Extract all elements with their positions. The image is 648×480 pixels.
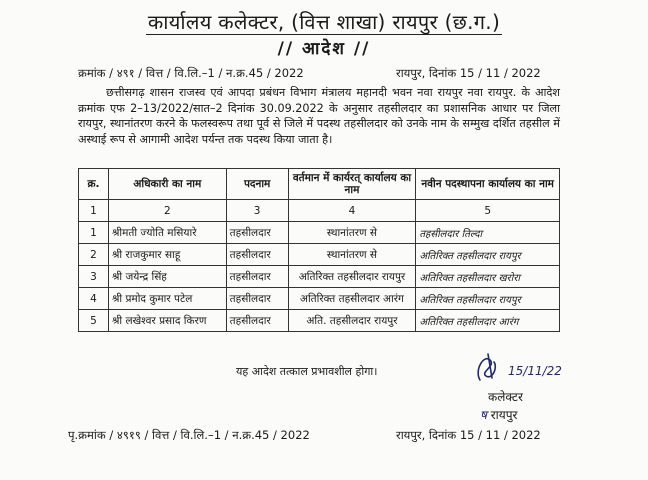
- cell-designation: तहसीलदार: [226, 222, 288, 244]
- cell-serial: 2: [79, 244, 109, 266]
- transfer-table: [78, 168, 560, 332]
- signature-scribble: [470, 350, 510, 384]
- signature-date: 15/11/22: [508, 364, 562, 378]
- signatory-place: ष रायपुर: [480, 408, 518, 422]
- col-number: 2: [108, 200, 226, 222]
- cell-new-posting: अतिरिक्त तहसीलदार रायपुर: [416, 288, 560, 310]
- col-number: 1: [79, 200, 109, 222]
- cell-current-office: अति. तहसीलदार रायपुर: [288, 310, 416, 332]
- table-row: [79, 310, 560, 332]
- cell-current-office: अतिरिक्त तहसीलदार रायपुर: [288, 266, 416, 288]
- cell-designation: तहसीलदार: [226, 288, 288, 310]
- cell-designation: तहसीलदार: [226, 266, 288, 288]
- cell-new-posting: अतिरिक्त तहसीलदार आरंग: [416, 310, 560, 332]
- cell-designation: तहसीलदार: [226, 244, 288, 266]
- endorsement-number: पृ.क्रमांक / ४९१९ / वित्त / वि.लि.–1 / न.क्र.45 / 2022: [68, 428, 310, 442]
- cell-serial: 5: [79, 310, 109, 332]
- table-row: [79, 266, 560, 288]
- cell-designation: तहसीलदार: [226, 310, 288, 332]
- cell-officer-name: श्री राजकुमार साहू: [108, 244, 226, 266]
- endorsement-place-date: रायपुर, दिनांक 15 / 11 / 2022: [396, 428, 541, 442]
- header-designation: पदनाम: [226, 169, 288, 200]
- cell-new-posting: अतिरिक्त तहसीलदार रायपुर: [416, 244, 560, 266]
- table-row: [79, 288, 560, 310]
- order-number: क्रमांक / ४९१ / वित्त / वि.लि.–1 / न.क्र.45 / 2022: [78, 66, 304, 80]
- cell-officer-name: श्री लखेश्वर प्रसाद किरण: [108, 310, 226, 332]
- cell-new-posting: तहसीलदार तिल्दा: [416, 222, 560, 244]
- header-current-office: वर्तमान में कार्यरत् कार्यालय का नाम: [288, 169, 416, 200]
- cell-serial: 4: [79, 288, 109, 310]
- header-officer-name: अधिकारी का नाम: [108, 169, 226, 200]
- order-heading: // आदेश //: [277, 39, 371, 59]
- effect-note: यह आदेश तत्काल प्रभावशील होगा।: [236, 365, 378, 378]
- order-body: छत्तीसगढ़ शासन राजस्व एवं आपदा प्रबंधन विभाग मंत्रालय महानदी भवन नवा रायपुर नवा रायपुर. के आदेश क्रमांक एफ 2–13/2022/सात–2 दिनांक 30.09.2022 के अनुसार तहसीलदार का प्रशासनिक आधार पर जिला रायपुर, स्थानांतरण करने के फलस्वरूप तथा पूर्व से जिले में पदस्थ तहसीलदार को उनके नाम के सम्मुख दर्शित तहसील में अस्थाई रूप से आगामी आदेश पर्यन्त तक पदस्थ किया जाता है।: [78, 86, 560, 146]
- cell-officer-name: श्री जयेन्द्र सिंह: [108, 266, 226, 288]
- signatory-designation: कलेक्टर: [488, 390, 523, 404]
- cell-officer-name: श्रीमती ज्योति मसियारे: [108, 222, 226, 244]
- office-title: कार्यालय कलेक्टर, (वित्त शाखा) रायपुर (छ.ग.): [147, 10, 501, 34]
- table-row: [79, 222, 560, 244]
- cell-serial: 1: [79, 222, 109, 244]
- cell-new-posting: अतिरिक्त तहसीलदार खरोरा: [416, 266, 560, 288]
- order-place-date: रायपुर, दिनांक 15 / 11 / 2022: [396, 66, 541, 80]
- cell-officer-name: श्री प्रमोद कुमार पटेल: [108, 288, 226, 310]
- cell-serial: 3: [79, 266, 109, 288]
- cell-current-office: स्थानांतरण से: [288, 244, 416, 266]
- table-header-row: [79, 169, 560, 200]
- table-row: [79, 244, 560, 266]
- table-column-number-row: [79, 200, 560, 222]
- cell-current-office: स्थानांतरण से: [288, 222, 416, 244]
- col-number: 4: [288, 200, 416, 222]
- col-number: 3: [226, 200, 288, 222]
- col-number: 5: [416, 200, 560, 222]
- cell-current-office: अतिरिक्त तहसीलदार आरंग: [288, 288, 416, 310]
- header-serial: क्र.: [79, 169, 109, 200]
- header-new-posting: नवीन पदस्थापना कार्यालय का नाम: [416, 169, 560, 200]
